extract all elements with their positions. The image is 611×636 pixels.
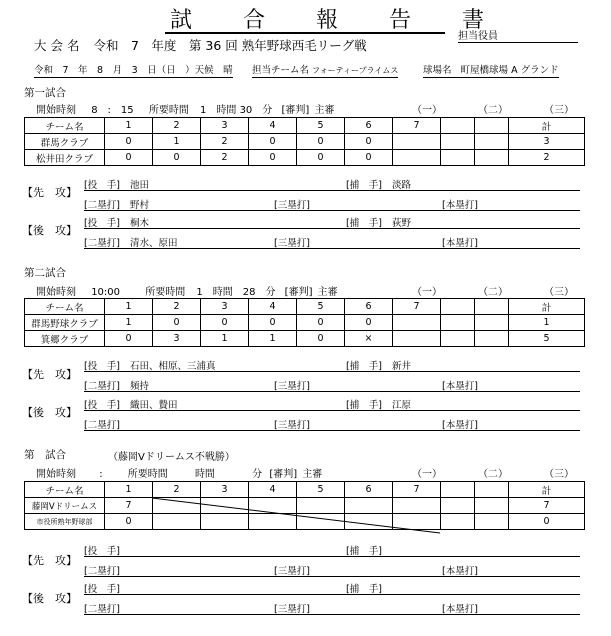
second-attack-label: 【後 攻】 <box>22 406 77 419</box>
game2-start: 10:00 <box>91 287 121 298</box>
umpire-chief-label: 主審 <box>302 469 323 480</box>
homer-label: [本塁打] <box>442 566 478 577</box>
pitcher-label: [投 手] <box>84 180 120 191</box>
score-row <box>25 315 585 331</box>
header-inning <box>475 118 509 134</box>
score-cell <box>441 514 475 530</box>
score-cell <box>393 498 441 514</box>
header-inning: 3 <box>201 482 249 498</box>
game1-meta <box>36 101 334 116</box>
umpire-2: （二） <box>478 469 508 480</box>
header-inning: 3 <box>201 299 249 315</box>
game3-note: （藤岡Vドリームス不戦勝） <box>108 452 235 463</box>
score-cell: 2 <box>201 150 249 166</box>
start-label: 開始時刻 <box>36 469 76 480</box>
game2-meta <box>36 283 338 298</box>
team-name: 藤岡Vドリームス <box>25 498 105 514</box>
score-cell <box>475 331 509 347</box>
total-cell: 7 <box>509 498 585 514</box>
score-cell: 0 <box>105 514 153 530</box>
umpire-3: （三） <box>544 105 574 116</box>
pitcher-value: 桐木 <box>130 218 150 229</box>
score-cell: 0 <box>153 315 201 331</box>
score-cell <box>393 134 441 150</box>
score-cell: 7 <box>105 498 153 514</box>
catcher-value: 新井 <box>392 361 412 372</box>
header-inning: 7 <box>393 299 441 315</box>
game1-duration: 1 時間 30 分 <box>200 105 273 116</box>
first-attack-label: 【先 攻】 <box>22 186 77 199</box>
score-row <box>25 498 585 514</box>
umpire-chief-label: 主審 <box>314 105 335 116</box>
triple-label: [三塁打] <box>274 200 310 211</box>
start-label: 開始時刻 <box>36 105 76 116</box>
triple-label: [三塁打] <box>274 604 310 615</box>
score-cell <box>345 498 393 514</box>
score-cell: 1 <box>249 331 297 347</box>
team-name: 箕郷クラブ <box>25 331 105 347</box>
double-value: 頻持 <box>130 381 150 392</box>
header-inning: 4 <box>249 482 297 498</box>
header-inning: 5 <box>297 118 345 134</box>
team-name: 市役所熟年野球部 <box>25 514 105 530</box>
double-label: [二塁打] <box>84 238 120 249</box>
homer-label: [本塁打] <box>442 238 478 249</box>
catcher-label: [捕 手] <box>346 584 382 595</box>
tournament-line <box>34 36 367 54</box>
team-line <box>252 62 398 78</box>
venue-label: 球場名 <box>423 65 452 76</box>
score-cell: 0 <box>249 150 297 166</box>
umpire-2: （二） <box>478 105 508 116</box>
score-cell: 0 <box>105 150 153 166</box>
game2-scoreboard <box>24 298 585 347</box>
double-label: [二塁打] <box>84 604 120 615</box>
second-hits-line <box>84 235 580 249</box>
second-hits-line <box>84 417 580 431</box>
header-inning: 6 <box>345 118 393 134</box>
duration-label: 所要時間 <box>145 287 186 298</box>
second-attack-label: 【後 攻】 <box>22 224 77 237</box>
score-cell: 1 <box>105 315 153 331</box>
first-pitcher-line <box>84 177 580 191</box>
header-team: チーム名 <box>25 118 105 134</box>
header-inning <box>475 299 509 315</box>
header-inning: 1 <box>105 118 153 134</box>
triple-label: [三塁打] <box>274 238 310 249</box>
umpire-1: （一） <box>412 105 442 116</box>
score-row <box>25 514 585 530</box>
pitcher-label: [投 手] <box>84 584 120 595</box>
venue-name: 町屋橋球場 A グランド <box>460 65 559 76</box>
game3-meta <box>36 465 322 480</box>
score-cell <box>441 498 475 514</box>
score-cell: 1 <box>153 134 201 150</box>
umpire-3: （三） <box>544 287 574 298</box>
header-inning: 7 <box>393 118 441 134</box>
start-label: 開始時刻 <box>36 287 76 298</box>
duration-label: 所要時間 <box>148 105 189 116</box>
pitcher-value: 織田、贄田 <box>130 400 178 411</box>
score-cell <box>441 150 475 166</box>
first-pitcher-line <box>84 358 580 372</box>
pitcher-value: 池田 <box>130 180 150 191</box>
umpire-1: （一） <box>412 469 442 480</box>
game3-scoreboard <box>24 481 585 530</box>
header-inning: 3 <box>201 118 249 134</box>
score-cell <box>475 498 509 514</box>
score-cell <box>153 498 201 514</box>
catcher-label: [捕 手] <box>346 546 382 557</box>
header-inning <box>441 299 475 315</box>
homer-label: [本塁打] <box>442 200 478 211</box>
score-cell <box>441 331 475 347</box>
score-cell: 2 <box>201 134 249 150</box>
header-inning: 2 <box>153 299 201 315</box>
second-pitcher-line <box>84 397 580 411</box>
double-label: [二塁打] <box>84 381 120 392</box>
homer-label: [本塁打] <box>442 420 478 431</box>
catcher-value: 荻野 <box>392 218 412 229</box>
second-pitcher-line <box>84 581 580 595</box>
scoreboard-header-row <box>25 482 585 498</box>
score-cell <box>475 514 509 530</box>
umpire-2: （二） <box>478 287 508 298</box>
total-cell: 0 <box>509 514 585 530</box>
score-cell: 0 <box>297 315 345 331</box>
first-attack-label: 【先 攻】 <box>22 554 77 567</box>
minutes-label: 分 <box>252 469 263 480</box>
header-team: チーム名 <box>25 482 105 498</box>
score-cell: 0 <box>345 150 393 166</box>
umpire-3: （三） <box>544 469 574 480</box>
game3-title: 第 試合 <box>24 449 66 461</box>
double-label: [二塁打] <box>84 200 120 211</box>
duration-label: 所要時間 <box>127 469 168 480</box>
header-inning: 4 <box>249 299 297 315</box>
header-inning: 2 <box>153 118 201 134</box>
scoreboard-header-row <box>25 299 585 315</box>
score-row <box>25 150 585 166</box>
header-team: チーム名 <box>25 299 105 315</box>
score-cell <box>297 514 345 530</box>
header-inning: 6 <box>345 299 393 315</box>
date-weather: 令和 7 年 8 月 3 日（日 ）天候 晴 <box>34 62 233 78</box>
hours-label: 時間 <box>194 469 215 480</box>
score-cell <box>475 134 509 150</box>
umpire-label: [審判] <box>269 469 298 480</box>
homer-label: [本塁打] <box>442 604 478 615</box>
score-cell <box>297 498 345 514</box>
header-inning: 4 <box>249 118 297 134</box>
score-cell <box>201 498 249 514</box>
umpire-1: （一） <box>412 287 442 298</box>
header-total: 計 <box>509 118 585 134</box>
game2-title: 第二試合 <box>24 267 66 279</box>
score-cell: 1 <box>201 331 249 347</box>
double-value: 清水、原田 <box>130 238 178 249</box>
pitcher-label: [投 手] <box>84 400 120 411</box>
header-inning <box>441 482 475 498</box>
score-cell: 0 <box>153 150 201 166</box>
umpire-label: [審判] <box>281 105 310 116</box>
game2-duration: 1 時間 28 分 <box>196 287 276 298</box>
score-cell: 3 <box>153 331 201 347</box>
first-attack-label: 【先 攻】 <box>22 368 77 381</box>
total-cell: 3 <box>509 134 585 150</box>
header-total: 計 <box>509 299 585 315</box>
first-pitcher-line <box>84 543 580 557</box>
pitcher-label: [投 手] <box>84 218 120 229</box>
score-cell <box>393 315 441 331</box>
game1-start: 8 : 15 <box>91 105 134 116</box>
first-hits-line <box>84 378 580 392</box>
score-cell: 0 <box>345 315 393 331</box>
game3-start: : <box>99 469 103 480</box>
venue-line <box>423 62 559 78</box>
score-cell <box>201 514 249 530</box>
header-inning: 1 <box>105 299 153 315</box>
score-cell <box>475 315 509 331</box>
score-cell <box>393 331 441 347</box>
header-inning: 5 <box>297 299 345 315</box>
score-cell <box>393 150 441 166</box>
total-cell: 5 <box>509 331 585 347</box>
header-inning: 5 <box>297 482 345 498</box>
second-attack-label: 【後 攻】 <box>22 592 77 605</box>
pitcher-label: [投 手] <box>84 361 120 372</box>
umpire-label: [審判] <box>284 287 313 298</box>
catcher-label: [捕 手] <box>346 400 382 411</box>
game1-scoreboard <box>24 117 585 166</box>
scoreboard-header-row <box>25 118 585 134</box>
second-hits-line <box>84 601 580 615</box>
score-cell <box>345 514 393 530</box>
score-cell: 0 <box>105 134 153 150</box>
umpire-chief-label: 主審 <box>317 287 338 298</box>
triple-label: [三塁打] <box>274 381 310 392</box>
catcher-value: 淡路 <box>392 180 412 191</box>
score-cell: 0 <box>345 134 393 150</box>
catcher-value: 江原 <box>392 400 412 411</box>
team-name: フォーティープライムス <box>312 66 399 75</box>
score-row <box>25 331 585 347</box>
header-inning <box>475 482 509 498</box>
score-cell <box>249 514 297 530</box>
triple-label: [三塁打] <box>274 420 310 431</box>
title-underline <box>165 32 445 34</box>
score-cell <box>249 498 297 514</box>
score-cell: 0 <box>249 315 297 331</box>
report-title: 試 合 報 告 書 <box>170 8 506 33</box>
score-row <box>25 134 585 150</box>
double-label: [二塁打] <box>84 566 120 577</box>
team-name: 松井田クラブ <box>25 150 105 166</box>
pitcher-value: 石田、相原、三浦真 <box>130 361 216 372</box>
header-total: 計 <box>509 482 585 498</box>
total-cell: 2 <box>509 150 585 166</box>
pitcher-label: [投 手] <box>84 546 120 557</box>
first-hits-line <box>84 197 580 211</box>
team-name: 群馬野球クラブ <box>25 315 105 331</box>
total-cell: 1 <box>509 315 585 331</box>
header-inning <box>441 118 475 134</box>
score-cell: 0 <box>297 150 345 166</box>
score-cell: × <box>345 331 393 347</box>
officer-field[interactable]: 担当役員 <box>458 27 578 43</box>
catcher-label: [捕 手] <box>346 218 382 229</box>
team-label: 担当チーム名 <box>252 65 310 76</box>
score-cell: 0 <box>297 331 345 347</box>
score-cell <box>475 150 509 166</box>
team-name: 群馬クラブ <box>25 134 105 150</box>
catcher-label: [捕 手] <box>346 361 382 372</box>
score-cell: 0 <box>105 331 153 347</box>
score-cell <box>153 514 201 530</box>
score-cell: 0 <box>201 315 249 331</box>
double-value: 野村 <box>130 200 150 211</box>
header-inning: 7 <box>393 482 441 498</box>
score-cell: 0 <box>297 134 345 150</box>
tournament-label: 大 会 名 <box>34 38 80 53</box>
tournament-name: 令和 7 年度 第 36 回 熟年野球西毛リーグ戦 <box>93 38 367 53</box>
first-hits-line <box>84 563 580 577</box>
score-cell <box>393 514 441 530</box>
score-cell <box>441 315 475 331</box>
catcher-label: [捕 手] <box>346 180 382 191</box>
score-cell <box>441 134 475 150</box>
score-cell: 0 <box>249 134 297 150</box>
second-pitcher-line <box>84 215 580 229</box>
header-inning: 2 <box>153 482 201 498</box>
homer-label: [本塁打] <box>442 381 478 392</box>
header-inning: 1 <box>105 482 153 498</box>
game1-title: 第一試合 <box>24 87 66 99</box>
header-inning: 6 <box>345 482 393 498</box>
double-label: [二塁打] <box>84 420 120 431</box>
triple-label: [三塁打] <box>274 566 310 577</box>
